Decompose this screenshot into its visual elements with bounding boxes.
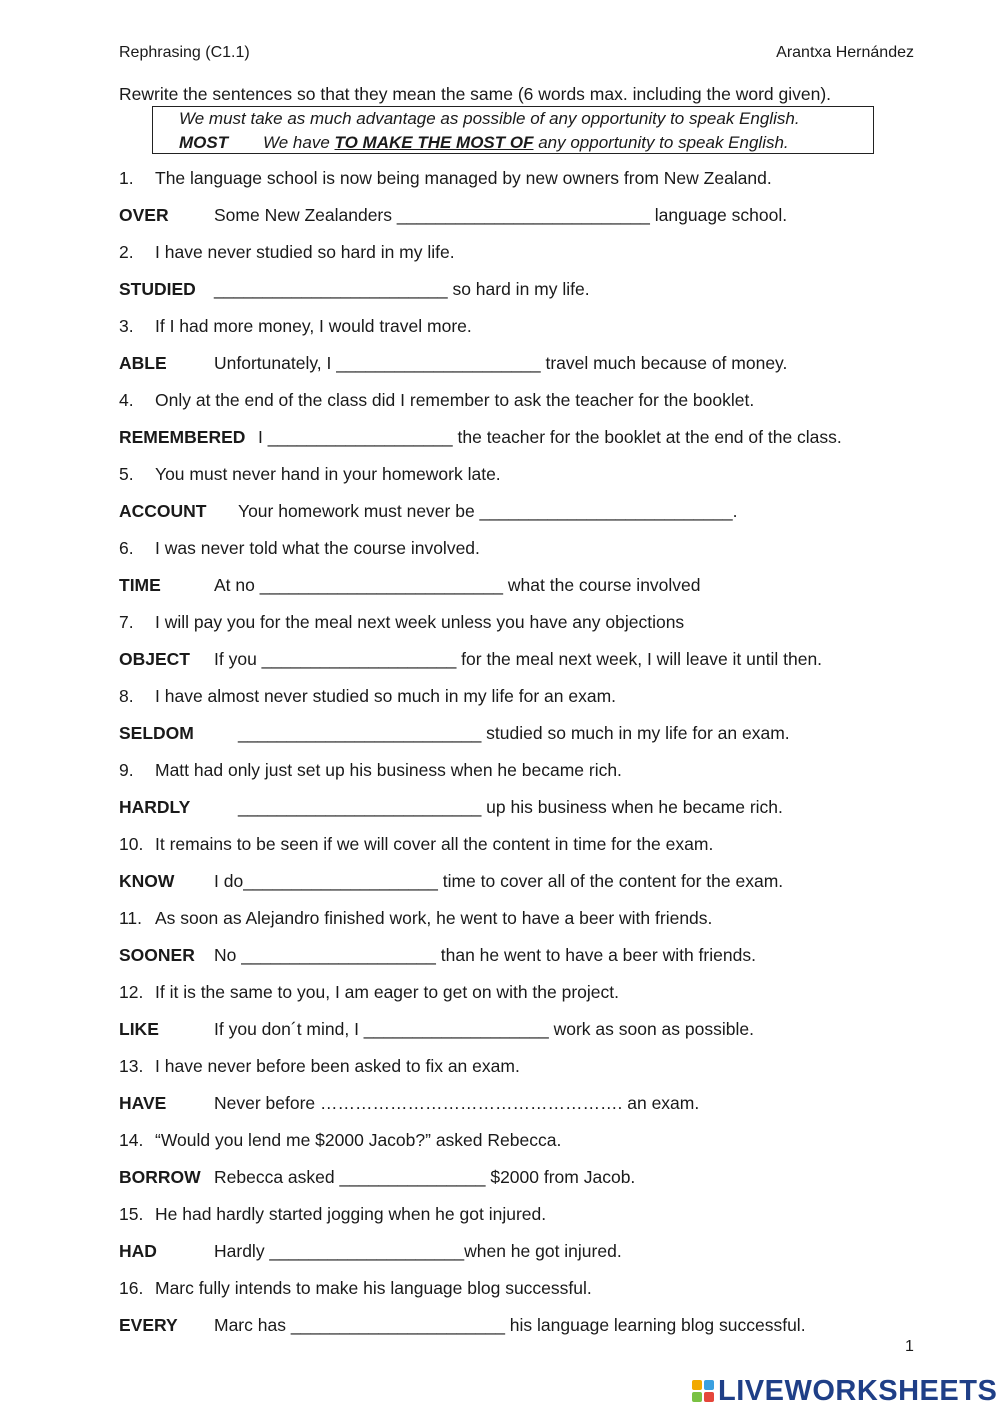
rewrite-answer-blank[interactable]: Your homework must never be __________________________. xyxy=(238,501,738,521)
rewrite-line xyxy=(119,425,842,449)
example-after: any opportunity to speak English. xyxy=(533,133,789,152)
exercise-number: 8. xyxy=(119,686,134,706)
original-sentence xyxy=(119,536,480,560)
exercise-number: 12. xyxy=(119,982,144,1002)
rewrite-line xyxy=(119,1165,635,1189)
exercise-number: 16. xyxy=(119,1278,144,1298)
keyword: HAVE xyxy=(119,1093,167,1113)
author-name: Arantxa Hernández xyxy=(776,44,914,61)
exercise-number: 11. xyxy=(119,908,143,928)
sentence-text: The language school is now being managed by new owners from New Zealand. xyxy=(155,168,772,188)
exercise-list xyxy=(119,166,919,1350)
exercise-item xyxy=(119,1276,919,1350)
original-sentence xyxy=(119,610,684,634)
keyword: KNOW xyxy=(119,871,175,891)
example-box xyxy=(152,106,874,154)
keyword: REMEMBERED xyxy=(119,427,246,447)
keyword: BORROW xyxy=(119,1167,201,1187)
sentence-text: I have almost never studied so much in my life for an exam. xyxy=(155,686,617,706)
rewrite-answer-blank[interactable]: Never before ……………………………………………. an exam. xyxy=(214,1093,700,1113)
exercise-number: 6. xyxy=(119,538,134,558)
rewrite-answer-blank[interactable]: Unfortunately, I _____________________ travel much because of money. xyxy=(214,353,788,373)
original-sentence xyxy=(119,906,712,930)
rewrite-line xyxy=(119,1239,622,1263)
worksheet-title: Rephrasing (C1.1) xyxy=(119,44,250,61)
exercise-number: 9. xyxy=(119,760,134,780)
exercise-number: 15. xyxy=(119,1204,144,1224)
exercise-item xyxy=(119,1128,919,1202)
rewrite-answer-blank[interactable]: I ___________________ the teacher for the booklet at the end of the class. xyxy=(258,427,842,447)
keyword: LIKE xyxy=(119,1019,159,1039)
sentence-text: You must never hand in your homework late. xyxy=(155,464,501,484)
rewrite-answer-blank[interactable]: Rebecca asked _______________ $2000 from Jacob. xyxy=(214,1167,636,1187)
sentence-text: I have never studied so hard in my life. xyxy=(155,242,455,262)
exercise-item xyxy=(119,536,919,610)
rewrite-answer-blank[interactable]: Hardly ____________________when he got injured. xyxy=(214,1241,622,1261)
rewrite-line xyxy=(119,1091,699,1115)
exercise-number: 5. xyxy=(119,464,134,484)
rewrite-line xyxy=(119,943,756,967)
sentence-text: I was never told what the course involved. xyxy=(155,538,480,558)
page-header xyxy=(119,44,914,66)
rewrite-line xyxy=(119,573,701,597)
exercise-number: 7. xyxy=(119,612,134,632)
original-sentence xyxy=(119,1276,592,1300)
keyword: ACCOUNT xyxy=(119,501,207,521)
rewrite-answer-blank[interactable]: _________________________ studied so much in my life for an exam. xyxy=(238,723,790,743)
exercise-item xyxy=(119,610,919,684)
original-sentence xyxy=(119,314,472,338)
original-sentence xyxy=(119,1128,561,1152)
sentence-text: I will pay you for the meal next week unless you have any objections xyxy=(155,612,685,632)
rewrite-line xyxy=(119,647,822,671)
exercise-number: 14. xyxy=(119,1130,144,1150)
instructions: Rewrite the sentences so that they mean the same (6 words max. including the word given). xyxy=(119,84,832,104)
page-number: 1 xyxy=(905,1338,914,1355)
original-sentence xyxy=(119,1202,546,1226)
rewrite-line xyxy=(119,869,783,893)
exercise-item xyxy=(119,388,919,462)
sentence-text: I have never before been asked to fix an exam. xyxy=(155,1056,520,1076)
keyword: SELDOM xyxy=(119,723,194,743)
liveworksheets-logo-icon xyxy=(692,1380,714,1402)
exercise-item xyxy=(119,832,919,906)
original-sentence xyxy=(119,240,455,264)
original-sentence xyxy=(119,462,501,486)
example-keyword: MOST xyxy=(179,133,229,152)
exercise-item xyxy=(119,462,919,536)
rewrite-answer-blank[interactable]: _________________________ up his business when he became rich. xyxy=(238,797,783,817)
rewrite-line xyxy=(119,795,783,819)
sentence-text: If I had more money, I would travel more. xyxy=(155,316,472,336)
rewrite-answer-blank[interactable]: ________________________ so hard in my life. xyxy=(214,279,590,299)
exercise-item xyxy=(119,980,919,1054)
rewrite-line xyxy=(119,721,790,745)
keyword: EVERY xyxy=(119,1315,178,1335)
exercise-item xyxy=(119,906,919,980)
keyword: OBJECT xyxy=(119,649,190,669)
keyword: HARDLY xyxy=(119,797,191,817)
rewrite-line xyxy=(119,277,590,301)
keyword: TIME xyxy=(119,575,161,595)
exercise-item xyxy=(119,314,919,388)
sentence-text: It remains to be seen if we will cover all the content in time for the exam. xyxy=(155,834,714,854)
exercise-item xyxy=(119,1054,919,1128)
rewrite-line xyxy=(119,1313,806,1337)
rewrite-answer-blank[interactable]: If you don´t mind, I ___________________ work as soon as possible. xyxy=(214,1019,754,1039)
original-sentence xyxy=(119,832,713,856)
exercise-item xyxy=(119,1202,919,1276)
example-rewrite xyxy=(179,133,789,153)
example-sentence: We must take as much advantage as possible of any opportunity to speak English. xyxy=(179,109,800,128)
exercise-number: 13. xyxy=(119,1056,144,1076)
brand-name: LIVEWORKSHEETS xyxy=(718,1374,998,1407)
rewrite-answer-blank[interactable]: Marc has ______________________ his language learning blog successful. xyxy=(214,1315,806,1335)
rewrite-answer-blank[interactable]: Some New Zealanders __________________________ language school. xyxy=(214,205,788,225)
original-sentence xyxy=(119,684,616,708)
rewrite-line xyxy=(119,203,787,227)
sentence-text: As soon as Alejandro finished work, he went to have a beer with friends. xyxy=(155,908,713,928)
exercise-number: 2. xyxy=(119,242,134,262)
rewrite-line xyxy=(119,499,737,523)
original-sentence xyxy=(119,1054,520,1078)
keyword: HAD xyxy=(119,1241,157,1261)
exercise-item xyxy=(119,684,919,758)
rewrite-answer-blank[interactable]: I do____________________ time to cover all of the content for the exam. xyxy=(214,871,784,891)
rewrite-line xyxy=(119,351,787,375)
rewrite-line xyxy=(119,1017,754,1041)
rewrite-answer-blank[interactable]: At no _________________________ what the course involved xyxy=(214,575,701,595)
exercise-number: 4. xyxy=(119,390,134,410)
exercise-number: 3. xyxy=(119,316,134,336)
example-before: We have xyxy=(263,133,335,152)
keyword: SOONER xyxy=(119,945,195,965)
exercise-item xyxy=(119,240,919,314)
exercise-item xyxy=(119,166,919,240)
example-answer: TO MAKE THE MOST OF xyxy=(334,133,534,152)
rewrite-answer-blank[interactable]: No ____________________ than he went to have a beer with friends. xyxy=(214,945,756,965)
keyword: OVER xyxy=(119,205,169,225)
keyword: STUDIED xyxy=(119,279,196,299)
original-sentence xyxy=(119,388,754,412)
rewrite-answer-blank[interactable]: If you ____________________ for the meal next week, I will leave it until then. xyxy=(214,649,823,669)
original-sentence xyxy=(119,166,772,190)
exercise-number: 1. xyxy=(119,168,134,188)
sentence-text: “Would you lend me $2000 Jacob?” asked Rebecca. xyxy=(155,1130,562,1150)
exercise-item xyxy=(119,758,919,832)
exercise-number: 10. xyxy=(119,834,144,854)
keyword: ABLE xyxy=(119,353,167,373)
original-sentence xyxy=(119,980,619,1004)
sentence-text: He had hardly started jogging when he got injured. xyxy=(155,1204,547,1224)
original-sentence xyxy=(119,758,622,782)
sentence-text: If it is the same to you, I am eager to get on with the project. xyxy=(155,982,619,1002)
sentence-text: Matt had only just set up his business when he became rich. xyxy=(155,760,622,780)
liveworksheets-brand[interactable] xyxy=(692,1375,997,1407)
sentence-text: Marc fully intends to make his language blog successful. xyxy=(155,1278,592,1298)
sentence-text: Only at the end of the class did I remember to ask the teacher for the booklet. xyxy=(155,390,755,410)
